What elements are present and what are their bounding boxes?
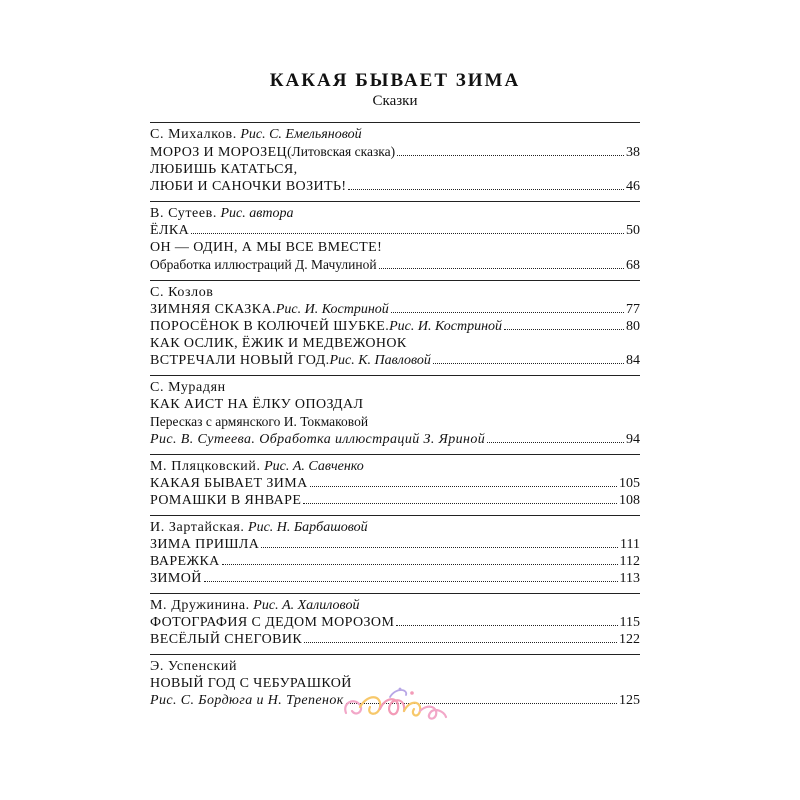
entry-title: ВСТРЕЧАЛИ НОВЫЙ ГОД. bbox=[150, 353, 330, 368]
author-name: В. Сутеев. bbox=[150, 206, 217, 221]
toc-entry bbox=[150, 553, 640, 570]
page-number: 68 bbox=[626, 258, 640, 273]
page-number: 46 bbox=[626, 179, 640, 194]
entry-title: ЗИМОЙ bbox=[150, 571, 202, 586]
entry-title: ЗИМНЯЯ СКАЗКА. bbox=[150, 302, 276, 317]
toc-text-line bbox=[150, 413, 640, 431]
decorative-swirl-ornament-icon bbox=[340, 683, 452, 727]
entry-title: ЁЛКА bbox=[150, 223, 190, 238]
entry-title: ПОРОСЁНОК В КОЛЮЧЕЙ ШУБКЕ. bbox=[150, 319, 390, 334]
entry-title: Рис. С. Бордюга и Н. Трепенок bbox=[150, 693, 344, 708]
toc-section bbox=[150, 375, 640, 454]
toc-entry bbox=[150, 475, 640, 492]
page-number: 108 bbox=[619, 493, 640, 508]
toc-section bbox=[150, 454, 640, 515]
dot-leader bbox=[261, 547, 618, 548]
entry-text: КАК АИСТ НА ЁЛКУ ОПОЗДАЛ bbox=[150, 397, 364, 412]
toc-entry bbox=[150, 431, 640, 448]
author-name: М. Пляцковский. bbox=[150, 459, 261, 474]
entry-text: ОН — ОДИН, А МЫ ВСЕ ВМЕСТЕ! bbox=[150, 240, 383, 255]
table-of-contents bbox=[150, 70, 640, 715]
dot-leader bbox=[433, 363, 624, 364]
page-number: 122 bbox=[619, 632, 640, 647]
author-line bbox=[150, 126, 640, 143]
page-number: 112 bbox=[619, 554, 640, 569]
author-name: С. Мурадян bbox=[150, 380, 226, 395]
dot-leader bbox=[304, 642, 617, 643]
illustrator-credit: Рис. автора bbox=[220, 206, 294, 221]
toc-text-line bbox=[150, 161, 640, 178]
toc-entry bbox=[150, 631, 640, 648]
page-number: 94 bbox=[626, 432, 640, 447]
dot-leader bbox=[303, 503, 617, 504]
page-number: 77 bbox=[626, 302, 640, 317]
toc-entry bbox=[150, 178, 640, 195]
author-line bbox=[150, 379, 640, 396]
illustrator-credit: Рис. А. Халиловой bbox=[253, 598, 360, 613]
toc-entry bbox=[150, 570, 640, 587]
page-number: 125 bbox=[619, 693, 640, 708]
page-number: 111 bbox=[620, 537, 640, 552]
page-number: 115 bbox=[619, 615, 640, 630]
author-name: С. Михалков. bbox=[150, 127, 237, 142]
toc-section bbox=[150, 122, 640, 201]
dot-leader bbox=[191, 233, 624, 234]
dot-leader bbox=[504, 329, 624, 330]
entry-text: Пересказ с армянского И. Токмаковой bbox=[150, 414, 369, 429]
illustrator-credit: Рис. С. Емельяновой bbox=[240, 127, 362, 142]
author-line bbox=[150, 658, 640, 675]
dot-leader bbox=[204, 581, 618, 582]
toc-entry bbox=[150, 352, 640, 369]
entry-title: ВАРЕЖКА bbox=[150, 554, 220, 569]
toc-sections bbox=[150, 122, 640, 715]
illustrator-credit: Рис. Н. Барбашовой bbox=[248, 520, 368, 535]
illustrator-credit: Рис. И. Костриной bbox=[389, 319, 503, 334]
author-name: Э. Успенский bbox=[150, 659, 238, 674]
toc-text-line bbox=[150, 239, 640, 256]
illustrator-credit: Рис. А. Савченко bbox=[264, 459, 364, 474]
toc-entry bbox=[150, 492, 640, 509]
toc-section bbox=[150, 593, 640, 654]
author-line bbox=[150, 519, 640, 536]
entry-text: КАК ОСЛИК, ЁЖИК И МЕДВЕЖОНОК bbox=[150, 336, 407, 351]
entry-title: ВЕСЁЛЫЙ СНЕГОВИК bbox=[150, 632, 303, 647]
author-name: И. Зартайская. bbox=[150, 520, 245, 535]
toc-entry bbox=[150, 143, 640, 161]
page-title: КАКАЯ БЫВАЕТ ЗИМА bbox=[269, 70, 521, 91]
entry-title: Рис. В. Сутеева. Обработка иллюстраций З. Яриной bbox=[150, 432, 486, 447]
toc-entry bbox=[150, 301, 640, 318]
toc-entry bbox=[150, 614, 640, 631]
dot-leader bbox=[391, 312, 624, 313]
page-number: 50 bbox=[626, 223, 640, 238]
entry-title: КАКАЯ БЫВАЕТ ЗИМА bbox=[150, 476, 308, 491]
dot-leader bbox=[348, 189, 624, 190]
page-number: 105 bbox=[619, 476, 640, 491]
entry-title: Обработка иллюстраций Д. Мачулиной bbox=[150, 257, 377, 272]
dot-leader bbox=[222, 564, 618, 565]
entry-title: ЛЮБИ И САНОЧКИ ВОЗИТЬ! bbox=[150, 179, 347, 194]
illustrator-credit: Рис. К. Павловой bbox=[329, 353, 431, 368]
dot-leader bbox=[397, 155, 624, 156]
entry-title: РОМАШКИ В ЯНВАРЕ bbox=[150, 493, 302, 508]
toc-entry bbox=[150, 536, 640, 553]
author-line bbox=[150, 284, 640, 301]
entry-title: ЗИМА ПРИШЛА bbox=[150, 537, 260, 552]
toc-section bbox=[150, 280, 640, 375]
entry-note: (Литовская сказка) bbox=[287, 144, 396, 159]
toc-entry bbox=[150, 318, 640, 335]
dot-leader bbox=[379, 268, 624, 269]
page-number: 84 bbox=[626, 353, 640, 368]
toc-entry bbox=[150, 222, 640, 239]
page-number: 80 bbox=[626, 319, 640, 334]
dot-leader bbox=[310, 486, 617, 487]
toc-text-line bbox=[150, 396, 640, 413]
toc-entry bbox=[150, 256, 640, 274]
illustrator-credit: Рис. И. Костриной bbox=[275, 302, 389, 317]
dot-leader bbox=[396, 625, 617, 626]
toc-text-line bbox=[150, 335, 640, 352]
toc-section bbox=[150, 515, 640, 593]
author-name: С. Козлов bbox=[150, 285, 214, 300]
author-line bbox=[150, 458, 640, 475]
author-name: М. Дружинина. bbox=[150, 598, 250, 613]
entry-title: МОРОЗ И МОРОЗЕЦ bbox=[150, 145, 288, 160]
author-line bbox=[150, 205, 640, 222]
dot-leader bbox=[487, 442, 624, 443]
entry-text: НОВЫЙ ГОД С ЧЕБУРАШКОЙ bbox=[150, 676, 352, 691]
entry-text: ЛЮБИШЬ КАТАТЬСЯ, bbox=[150, 162, 298, 177]
page-number: 38 bbox=[626, 145, 640, 160]
page-number: 113 bbox=[619, 571, 640, 586]
toc-section bbox=[150, 201, 640, 280]
author-line bbox=[150, 597, 640, 614]
entry-title: ФОТОГРАФИЯ С ДЕДОМ МОРОЗОМ bbox=[150, 615, 395, 630]
page-subtitle: Сказки bbox=[372, 93, 418, 109]
